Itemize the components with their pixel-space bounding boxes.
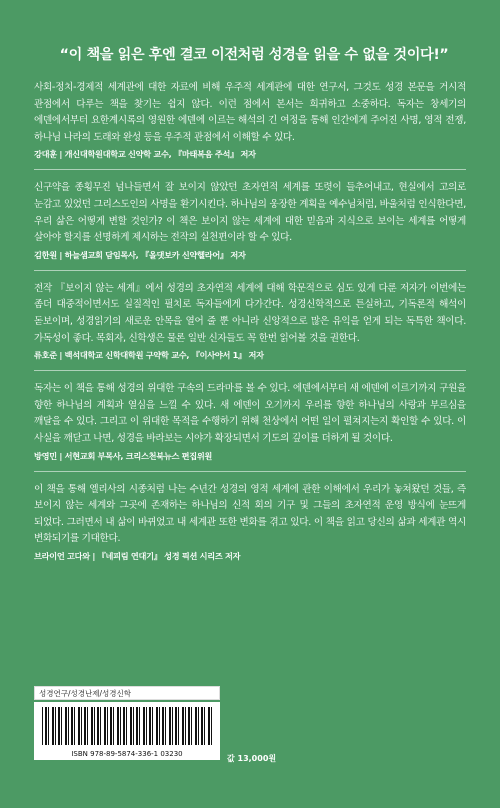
review-text: 사회-정치-경제적 세계관에 대한 자료에 비해 우주적 세계관에 대한 연구서, 그것도 성경 본문을 거시적 관점에서 다루는 책을 찾기는 쉽지 않다. 이런 점에서 본서는 희귀하고 소중하다. 독자는 창세기의 에덴에서부터 요한계시록의 영원한 에덴에 이르는 해석의 긴 여정을 통해 인간에게 주어진 사명, 영적 전쟁, 하나님 나라의 도래와 완성 등을 우주적 관점에서 이해할 수 있다.	[34, 82, 466, 143]
price-label: 값 13,000원	[227, 754, 277, 763]
review-text: 독자는 이 책을 통해 성경의 위대한 구속의 드라마를 볼 수 있다. 에덴에서부터 새 에덴에 이르기까지 구원을 향한 하나님의 계획과 열심을 느낄 수 있다. 새 에덴이 오기까지 우리를 향한 하나님의 사랑과 부르심을 깨달을 수 있다. 그리고 이 위대한 목적을 수행하기 위해 천상에서 어떤 일이 펼쳐지는지 확인할 수 있다. 이 사실을 깨닫고 나면, 성경을 바라보는 시야가 확장되면서 기도의 깊이를 더하게 될 것이다.	[34, 383, 466, 444]
review-text: 이 책을 통해 엘리사의 시종처럼 나는 수년간 성경의 영적 세계에 관한 이해에서 우리가 놓쳐왔던 것들, 즉 보이지 않는 세계와 그곳에 존재하는 하나님의 신적 회의 기구 및 그들의 초자연적 운영 방식에 눈뜨게 되었다. 그러면서 내 삶이 바뀌었고 내 세계관 또한 변화를 겪고 있다. 이 책을 읽고 당신의 삶과 세계관 역시 변화되기를 기대한다.	[34, 483, 466, 545]
review-5	[34, 482, 466, 562]
headline-quote: “이 책을 읽은 후엔 결코 이전처럼 성경을 읽을 수 없을 것이다!”	[59, 47, 449, 63]
review-text: 신구약을 종횡무진 넘나들면서 잘 보이지 않았던 초자연적 세계를 또렷이 들추어내고, 현실에서 고의로 눈감고 있었던 그리스도인의 사명을 환기시킨다. 하나님의 웅장한 계획을 예수님처럼, 바울처럼 인식한다면, 우리 삶은 어떻게 변할 것인가? 이 책은 보이지 않는 세계에 대한 믿음과 지식으로 보이는 세계를 어떻게 살아야 할지를 선명하게 제시하는 전작의 실천편이라 할 수 있다.	[34, 182, 466, 244]
review-attribution: 류호준 | 백석대학교 신학대학원 구약학 교수, 『이사야서 1』 저자	[34, 350, 264, 361]
divider	[34, 270, 466, 271]
isbn-text: ISBN 978-89-5874-336-1 03230	[71, 750, 183, 758]
review-1	[34, 80, 466, 160]
divider	[34, 169, 466, 170]
barcode	[34, 702, 220, 760]
reviews-section	[34, 80, 466, 562]
barcode-area	[34, 686, 277, 774]
review-attribution: 브라이언 고다와 | 『네피림 연대기』 성경 픽션 시리즈 저자	[34, 550, 241, 561]
barcode-bars	[42, 707, 212, 745]
review-text: 전작 『보이지 않는 세계』에서 성경의 초자연적 세계에 대해 학문적으로 심도 있게 다룬 저자가 이번에는 좀더 대중적이면서도 실질적인 필치로 독자들에게 다가간다. 성경신학적으로 튼실하고, 기독론적 해석이 돋보이며, 성경읽기의 새로운 안목을 열어 줄 뿐 아니라 신앙적으로 많은 유익을 얻게 되는 독특한 책이다. 가독성이 좋다. 목회자, 신학생은 물론 일반 신자들도 꼭 한번 읽어볼 것을 권한다.	[34, 282, 466, 344]
category-label: 성경연구/성경난제/성경신학	[34, 686, 220, 700]
review-attribution: 김한원 | 하늘샘교회 담임목사, 『올댓보카 신약헬라어』 저자	[34, 249, 246, 260]
review-attribution: 강대훈 | 개신대학원대학교 신약학 교수, 『마태복음 주석』 저자	[34, 149, 256, 160]
divider	[34, 370, 466, 371]
review-4	[34, 381, 466, 461]
review-attribution: 방영민 | 서현교회 부목사, 크리스천북뉴스 편집위원	[34, 450, 213, 461]
divider	[34, 471, 466, 472]
review-3	[34, 281, 466, 361]
review-2	[34, 180, 466, 260]
